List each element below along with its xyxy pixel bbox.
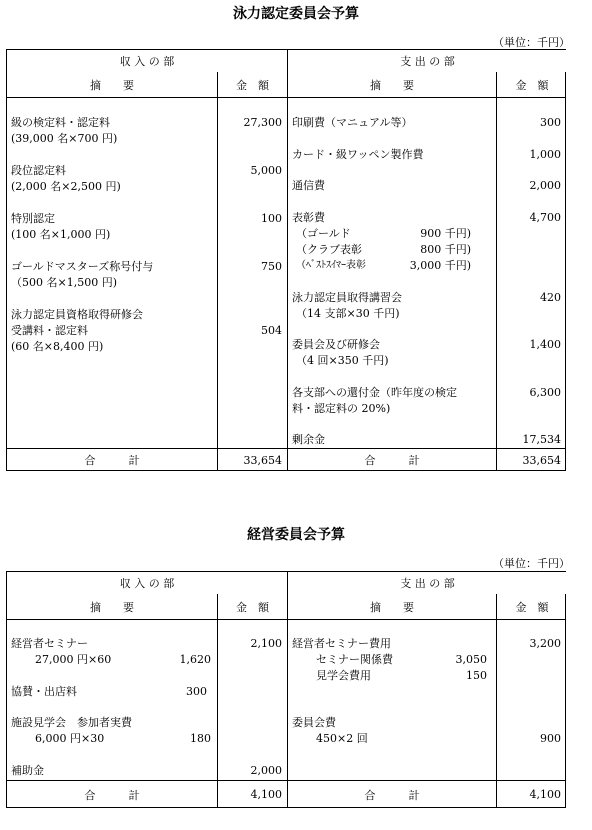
income-sub-label: 6,000 円×30 — [35, 732, 105, 745]
income-item-label: 経営者セミナー — [11, 637, 88, 650]
income-total-amount: 4,100 — [250, 788, 282, 801]
income-amount: 27,300 — [243, 116, 282, 129]
income-amount: 100 — [261, 212, 282, 225]
expense-amount-header: 金 額 — [515, 600, 549, 614]
expense-amount: 1,000 — [529, 148, 561, 161]
table1-title: 泳力認定委員会予算 — [233, 6, 359, 22]
expense-total-amount: 33,654 — [522, 454, 561, 467]
expense-sub-label: （クラブ表彰 — [296, 243, 362, 256]
income-item-header: 摘 要 — [90, 600, 134, 614]
expense-item-label: 通信費 — [292, 179, 325, 192]
expense-item-detail: 料・認定料の 20%) — [292, 402, 391, 415]
expense-amount: 300 — [540, 116, 561, 129]
income-total-amount: 33,654 — [243, 454, 282, 467]
expense-item-detail: （14 支部×30 千円) — [296, 307, 400, 320]
income-item-label: 施設見学会 参加者実費 — [11, 716, 132, 729]
expense-item-label: 印刷費（マニュアル等） — [292, 116, 413, 129]
income-item-label: 級の検定料・認定料 — [11, 116, 110, 129]
expense-amount-header: 金 額 — [515, 78, 549, 92]
income-item-detail: （500 名×1,500 円) — [11, 276, 117, 289]
expense-total-amount: 4,100 — [529, 788, 561, 801]
income-amount: 5,000 — [250, 164, 282, 177]
table2-title: 経営委員会予算 — [247, 527, 345, 543]
income-item-detail: (39,000 名×700 円) — [11, 132, 118, 145]
income-total-label: 合 計 — [84, 454, 140, 467]
income-item-detail: 受講料・認定料 — [11, 324, 88, 337]
expense-item-label: 委員会費 — [292, 716, 336, 729]
expense-item-detail: （4 回×350 千円) — [296, 354, 389, 367]
expense-total-label: 合 計 — [364, 788, 420, 802]
expense-amount: 2,000 — [529, 179, 561, 192]
expense-item-label: 各支部への還付金（昨年度の検定 — [292, 386, 457, 399]
expense-item-label: 委員会及び研修会 — [292, 338, 380, 351]
income-item-detail: (100 名×1,000 円) — [11, 228, 111, 241]
income-sub-value: 300 — [186, 685, 207, 698]
income-sub-label: 27,000 円×60 — [35, 653, 112, 666]
expense-item-header: 摘 要 — [370, 78, 414, 92]
table2-unit: （単位：千円） — [493, 557, 570, 570]
income-sub-value: 1,620 — [179, 653, 211, 666]
expense-amount: 6,300 — [529, 386, 561, 399]
expense-item-header: 摘 要 — [370, 600, 414, 614]
expense-section-header: 支 出 の 部 — [288, 50, 567, 72]
expense-item-label: 泳力認定員取得講習会 — [292, 291, 402, 304]
income-total-label: 合 計 — [84, 788, 140, 802]
expense-sub-label: （ゴールド — [296, 227, 351, 240]
expense-sub-value: 900 千円) — [420, 227, 471, 240]
income-item-detail: (60 名×8,400 円) — [11, 340, 104, 353]
expense-item-label: 経営者セミナー費用 — [292, 637, 391, 650]
income-item-header: 摘 要 — [90, 78, 134, 92]
income-item-label: 段位認定料 — [11, 164, 66, 177]
income-item-label: 特別認定 — [11, 212, 55, 225]
expense-item-detail: 450×2 回 — [316, 732, 368, 745]
income-sub-value: 180 — [190, 732, 211, 745]
income-item-label: 泳力認定員資格取得研修会 — [11, 308, 143, 321]
expense-sub-value: 150 — [466, 669, 487, 682]
expense-amount: 3,200 — [529, 637, 561, 650]
expense-item-label: 表彰費 — [292, 211, 325, 224]
expense-item-label: カード・級ワッペン製作費 — [292, 148, 424, 161]
income-amount-header: 金 額 — [236, 600, 269, 614]
expense-amount: 900 — [540, 732, 561, 745]
surplus-amount: 17,534 — [522, 433, 561, 446]
expense-sub-label: （ﾍﾞｽﾄｽｲﾏｰ表彰 — [296, 260, 366, 271]
expense-section-header: 支 出 の 部 — [288, 572, 567, 594]
income-item-detail: (2,000 名×2,500 円) — [11, 180, 121, 193]
expense-total-label: 合 計 — [364, 454, 420, 467]
income-section-header: 収 入 の 部 — [7, 572, 287, 594]
table2 — [6, 571, 566, 808]
income-item-label: 協賛・出店料 — [11, 685, 77, 698]
income-amount: 2,000 — [250, 764, 282, 777]
income-item-label: ゴールドマスターズ称号付与 — [11, 260, 154, 273]
expense-amount: 4,700 — [529, 211, 561, 224]
income-section-header: 収 入 の 部 — [7, 50, 287, 72]
expense-sub-label: 見学会費用 — [316, 669, 371, 682]
table1-unit: （単位：千円） — [493, 36, 570, 49]
income-amount: 750 — [261, 260, 282, 273]
expense-amount: 1,400 — [529, 338, 561, 351]
expense-sub-value: 3,050 — [455, 653, 487, 666]
income-item-label: 補助金 — [11, 764, 44, 777]
surplus-label: 剰余金 — [292, 433, 325, 446]
income-amount: 504 — [261, 324, 282, 337]
expense-amount: 420 — [540, 291, 561, 304]
expense-sub-label: セミナー関係費 — [316, 653, 393, 666]
income-amount: 2,100 — [250, 637, 282, 650]
income-amount-header: 金 額 — [236, 78, 269, 92]
table1 — [6, 49, 566, 471]
expense-sub-value: 800 千円) — [420, 243, 471, 256]
expense-sub-value: 3,000 千円) — [409, 259, 471, 272]
